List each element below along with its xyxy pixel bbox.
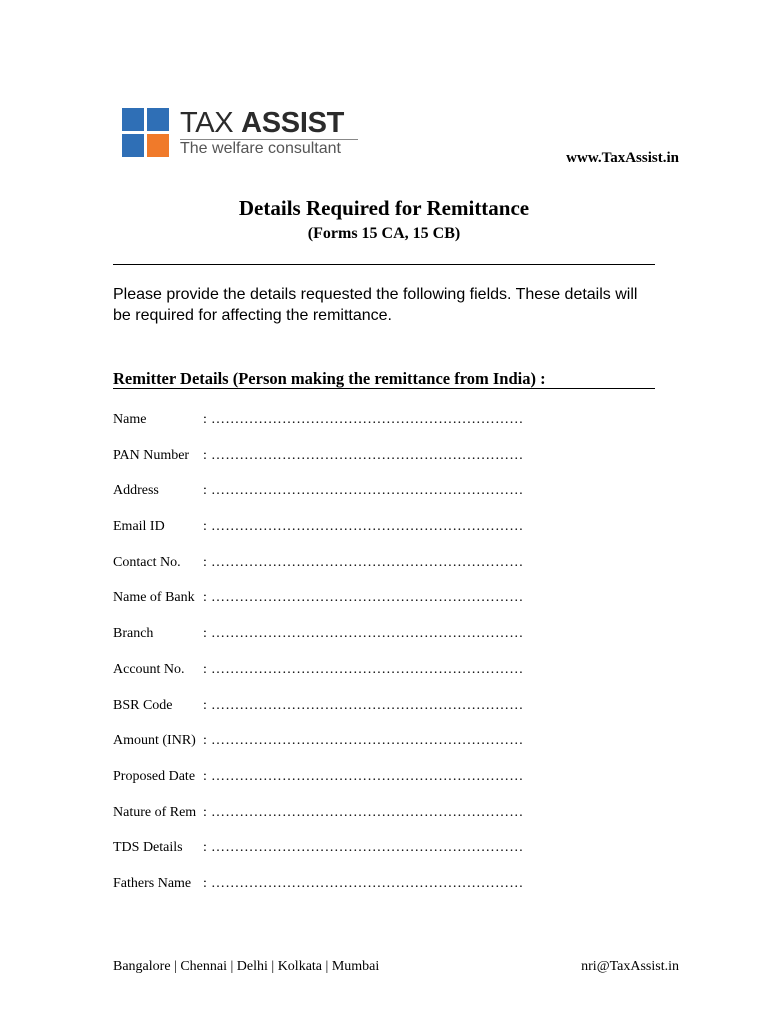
field-colon: :	[203, 519, 207, 535]
field-label: Contact No.	[113, 554, 181, 570]
logo-title	[180, 108, 358, 138]
form-field-row	[113, 804, 553, 840]
field-label: Account No.	[113, 661, 185, 677]
field-fill-line[interactable]: …………………………………………………………	[211, 412, 524, 427]
field-fill-line[interactable]: …………………………………………………………	[211, 733, 524, 749]
logo-squares-icon	[122, 108, 170, 158]
field-fill-line[interactable]: …………………………………………………………	[211, 447, 524, 463]
form-field-row	[113, 447, 553, 483]
form-field-row	[113, 768, 553, 804]
remitter-fields	[113, 411, 553, 911]
section-heading: Remitter Details (Person making the remittance from India) :	[113, 369, 546, 388]
field-colon: :	[203, 840, 207, 856]
logo-square-blue-2	[147, 108, 169, 131]
website-link[interactable]: www.TaxAssist.in	[566, 150, 679, 166]
page-subtitle: (Forms 15 CA, 15 CB)	[307, 225, 461, 242]
field-fill-line[interactable]: …………………………………………………………	[211, 626, 524, 642]
form-field-row	[113, 625, 553, 661]
field-colon: :	[203, 733, 207, 749]
field-colon: :	[203, 626, 207, 642]
field-label: PAN Number	[113, 447, 190, 463]
form-field-row	[113, 875, 553, 911]
field-label: TDS Details	[113, 840, 183, 856]
field-colon: :	[203, 483, 207, 499]
field-fill-line[interactable]: …………………………………………………………	[211, 519, 524, 535]
footer-email[interactable]: nri@TaxAssist.in	[581, 959, 679, 974]
field-fill-line[interactable]: …………………………………………………………	[211, 697, 524, 713]
field-fill-line[interactable]: …………………………………………………………	[211, 661, 524, 677]
page-title: Details Required for Remittance	[238, 196, 530, 220]
logo-square-blue-3	[122, 134, 144, 157]
field-colon: :	[203, 590, 207, 606]
field-colon: :	[203, 768, 207, 784]
title-divider	[113, 264, 655, 265]
field-fill-line[interactable]: …………………………………………………………	[211, 768, 524, 784]
field-fill-line[interactable]: …………………………………………………………	[211, 590, 524, 606]
field-colon: :	[203, 875, 207, 891]
logo-tagline: The welfare consultant	[180, 140, 341, 157]
field-colon: :	[203, 804, 207, 820]
form-field-row	[113, 589, 553, 625]
form-field-row	[113, 518, 553, 554]
section-divider	[113, 388, 655, 389]
field-label: Email ID	[113, 519, 165, 535]
field-label: Address	[113, 483, 159, 499]
field-label: Name of Bank	[113, 590, 195, 606]
form-field-row	[113, 732, 553, 768]
field-fill-line[interactable]: …………………………………………………………	[211, 840, 524, 856]
field-fill-line[interactable]: …………………………………………………………	[211, 804, 524, 820]
field-label: Name	[113, 412, 147, 427]
logo-title-assist: ASSIST	[241, 107, 345, 139]
logo-text	[180, 108, 358, 158]
logo-square-orange	[147, 134, 169, 157]
field-colon: :	[203, 447, 207, 463]
form-field-row	[113, 839, 553, 875]
field-label: Proposed Date	[113, 768, 196, 784]
intro-paragraph: Please provide the details requested the following fields. These details will be required for affecting the remittance.	[113, 286, 638, 324]
logo-square-blue-1	[122, 108, 144, 131]
field-colon: :	[203, 697, 207, 713]
field-fill-line[interactable]: …………………………………………………………	[211, 554, 524, 570]
form-field-row	[113, 697, 553, 733]
field-label: Fathers Name	[113, 875, 192, 891]
field-colon: :	[203, 412, 207, 427]
field-label: Amount (INR)	[113, 733, 196, 749]
footer-cities: Bangalore | Chennai | Delhi | Kolkata | Mumbai	[113, 959, 380, 974]
form-field-row	[113, 661, 553, 697]
form-field-row	[113, 411, 553, 447]
tax-assist-logo	[122, 108, 362, 160]
field-label: Branch	[113, 626, 154, 642]
form-field-row	[113, 482, 553, 518]
field-fill-line[interactable]: …………………………………………………………	[211, 875, 524, 891]
field-label: Nature of Rem	[113, 804, 197, 820]
field-colon: :	[203, 661, 207, 677]
field-colon: :	[203, 554, 207, 570]
logo-title-tax: TAX	[180, 107, 242, 139]
field-fill-line[interactable]: …………………………………………………………	[211, 483, 524, 499]
form-field-row	[113, 554, 553, 590]
field-label: BSR Code	[113, 697, 173, 713]
